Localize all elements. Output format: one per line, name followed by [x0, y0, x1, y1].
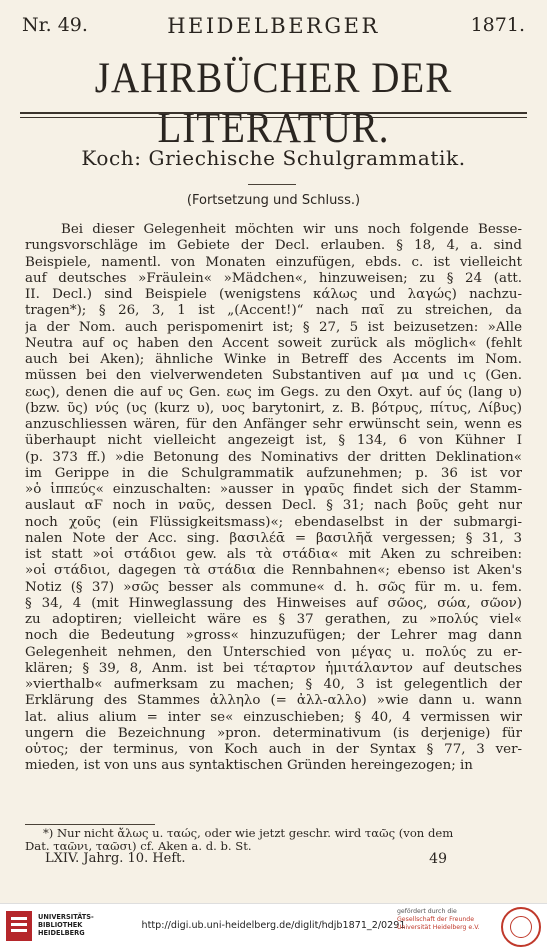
body-line: Gelegenheit nehmen, den Unterschied von μέγας u. πολύς zu er-: [25, 644, 522, 660]
title-rule: [248, 184, 296, 185]
body-line: »ὁ ἱππεύς« einzuschalten: »ausser in γραῦς findet sich der Stamm-: [25, 482, 522, 497]
body-line: (p. 373 ff.) »die Betonung des Nominativs der dritten Deklination«: [25, 449, 522, 465]
article-subtitle: (Fortsetzung und Schluss.): [186, 193, 361, 208]
body-line: anzuschliessen wären, für den Anfänger sehr erwünscht sein, wenn es: [25, 417, 522, 432]
body-line: § 34, 4 (mit Hinweglassung des Hinweises auf σῶος, σώα, σῶον): [25, 595, 522, 611]
body-line: klären; § 39, 8, Anm. ist bei τέταρτον ἡμιτάλαντον auf deutsches: [25, 660, 522, 676]
body-line: nalen Note der Acc. sing. βασιλέᾱ = βασιλῆᾰ vergessen; § 31, 3: [25, 530, 522, 546]
body-line: Beispiele, namentl. von Monaten einzufügen, ebds. c. ist vielleicht: [25, 254, 522, 270]
article-title: Koch: Griechische Schulgrammatik.: [81, 146, 466, 170]
university-seal-icon[interactable]: [501, 907, 541, 947]
body-line: »οἱ στάδιοι, dagegen τὰ στάδια die Rennbahnen«; ebenso ist Aken's: [25, 563, 522, 579]
body-line: »vierthalb« aufmerksam zu machen; § 40, 3 ist gelegentlich der: [25, 677, 522, 692]
body-line: noch χοῦς (ein Flüssigkeitsmass)«; ebendaselbst in der submargi-: [25, 514, 522, 530]
sponsor-credit[interactable]: gefördert durch die Gesellschaft der Freunde Universität Heidelberg e.V.: [397, 908, 480, 931]
footnote-line: *) Nur nicht ἄλως u. ταώς, oder wie jetzt geschr. wird ταῶς (von dem: [43, 827, 454, 840]
printer-signature: LXIV. Jahrg. 10. Heft.: [45, 851, 186, 866]
body-line: (bzw. ῦς) νύς (υς (kurz υ), υος barytonirt, z. B. βότρυς, πίτυς, Λίβυς): [25, 400, 522, 416]
masthead-rule: [20, 112, 527, 118]
body-line: II. Decl.) sind Beispiele (wenigstens κάλως und λαγώς) nachzu-: [25, 287, 522, 302]
body-line: Erklärung des Stammes ἀλληλο (= ἀλλ-αλλο) »wie dann u. wann: [25, 693, 522, 709]
body-line: Neutra auf ος haben den Accent soweit zurück als möglich« (fehlt: [25, 335, 522, 351]
page-number: 49: [429, 851, 447, 867]
issue-year: 1871.: [470, 14, 525, 36]
body-line: zu adoptiren; vielleicht wäre es § 37 gerathen, zu »πολύς viel«: [25, 612, 522, 627]
body-line: tragen*); § 26, 3, 1 ist „(Accent!)“ nach παῖ zu streichen, da: [25, 303, 522, 319]
footnote: [25, 827, 522, 853]
body-line: οὗτος; der terminus, von Koch auch in der Syntax § 77, 3 ver-: [25, 742, 522, 757]
masthead: JAHRBÜCHER DER LITERATUR.: [94, 53, 453, 153]
body-line: Notiz (§ 37) »σῶς besser als commune« d. h. σῶς für m. u. fem.: [25, 579, 522, 595]
issue-number: Nr. 49.: [22, 14, 88, 36]
footnote-line: Dat. ταῶνι, ταῶσι) cf. Aken a. d. b. St.: [25, 840, 252, 853]
body-line: lat. alius alium = inter se« einzuschieben; § 40, 4 vermissen wir: [25, 709, 522, 725]
body-line: müssen bei den vielverwendeten Substantiven auf μα und ις (Gen.: [25, 368, 522, 384]
body-line: überhaupt nicht vielleicht angezeigt ist, § 134, 6 von Kühner I: [25, 433, 522, 449]
body-line: ist statt »οἱ στάδιοι gew. als τὰ στάδια« mit Aken zu schreiben:: [25, 547, 522, 562]
body-line: noch die Bedeutung »gross« hinzuzufügen; der Lehrer mag dann: [25, 628, 522, 644]
permalink-url[interactable]: http://digi.ub.uni-heidelberg.de/diglit/hdjb1871_2/0291: [141, 920, 406, 931]
body-line: mieden, ist von uns aus syntaktischen Gründen hereingezogen; in: [25, 758, 473, 774]
body-line: auf deutsches »Fräulein« »Mädchen«, hinzuweisen; zu § 24 (att.: [25, 270, 522, 286]
body-line: ja der Nom. auch perispomenirt ist; § 27, 5 ist beizusetzen: »Alle: [25, 319, 522, 335]
article-body: [25, 222, 522, 775]
library-name[interactable]: UNIVERSITÄTS- BIBLIOTHEK HEIDELBERG: [38, 913, 94, 937]
body-line: rungsvorschläge im Gebiete der Decl. erlauben. § 18, 4, a. sind: [25, 238, 522, 254]
journal-name: HEIDELBERGER: [167, 14, 380, 38]
footnote-rule: [25, 824, 155, 825]
body-line: ungern die Bezeichnung »pron. determinativum (is derjenige) für: [25, 725, 522, 741]
running-header: [22, 14, 525, 40]
body-line: εως), denen die auf υς Gen. εως im Gegs. zu den Oxyt. auf ύς (lang υ): [25, 384, 522, 400]
body-line: auslaut αϜ noch in ναῦς, dessen Decl. § 31; nach βοῦς geht nur: [25, 498, 522, 514]
body-line: im Gerippe in die Schulgrammatik aufzunehmen; p. 36 ist vor: [25, 465, 522, 481]
body-line: Bei dieser Gelegenheit möchten wir uns noch folgende Besse-: [61, 222, 522, 237]
body-line: auch bei Aken); ähnliche Winke in Betreff des Accents im Nom.: [25, 352, 522, 367]
viewer-footer: [0, 903, 547, 950]
